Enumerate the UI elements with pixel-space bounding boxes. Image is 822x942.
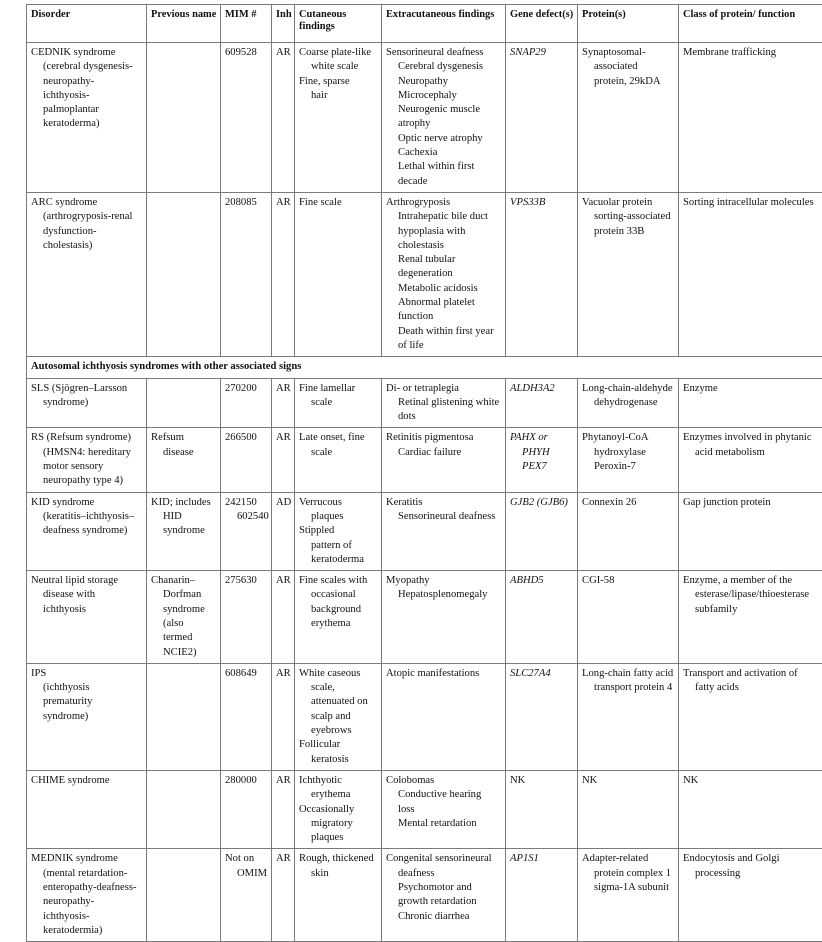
cutaneous-cell (295, 492, 382, 570)
extracutaneous-cell (382, 192, 506, 356)
extracutaneous-line: Microcephaly (386, 89, 502, 103)
disorder-line: ichthyosis- (31, 89, 143, 103)
previous-name-cell (147, 43, 221, 193)
gene-line: VPS33B (510, 196, 574, 210)
table-row (27, 663, 822, 770)
cutaneous-line: Follicular (299, 738, 378, 752)
disorder-line: keratoderma) (31, 117, 143, 131)
mim-cell (221, 663, 272, 770)
cutaneous-cell (295, 770, 382, 848)
previous-name-cell (147, 770, 221, 848)
extracutaneous-line: Cachexia (386, 146, 502, 160)
class-line: Sorting intracellular molecules (683, 196, 819, 210)
mim-line: 275630 (225, 574, 268, 588)
inheritance-cell (272, 192, 295, 356)
header-protein: Protein(s) (578, 5, 679, 43)
disorder-line: (arthrogryposis-renal (31, 210, 143, 224)
cutaneous-line: scalp and (299, 710, 378, 724)
section-heading-row (27, 357, 822, 378)
extracutaneous-line: Renal tubular (386, 253, 502, 267)
extracutaneous-line: loss (386, 803, 502, 817)
previous-name-cell (147, 571, 221, 664)
protein-line: sigma-1A subunit (582, 881, 675, 895)
cutaneous-line: plaques (299, 831, 378, 845)
class-cell (679, 663, 822, 770)
protein-line: associated (582, 60, 675, 74)
cutaneous-line: white scale (299, 60, 378, 74)
table-row (27, 43, 822, 193)
previous-name-cell (147, 192, 221, 356)
previous-name-cell (147, 378, 221, 428)
extracutaneous-line: Retinal glistening white (386, 396, 502, 410)
class-line: acid metabolism (683, 446, 819, 460)
disorder-line: keratodermia) (31, 924, 143, 938)
previous-name-line: Chanarin– (151, 574, 217, 588)
table-row (27, 192, 822, 356)
protein-cell (578, 770, 679, 848)
mim-line: OMIM (225, 867, 268, 881)
protein-cell (578, 378, 679, 428)
class-line: Membrane trafficking (683, 46, 819, 60)
extracutaneous-line: cholestasis (386, 239, 502, 253)
class-cell (679, 770, 822, 848)
gene-cell (506, 663, 578, 770)
cutaneous-line: Occasionally (299, 803, 378, 817)
previous-name-line: termed (151, 631, 217, 645)
gene-cell (506, 428, 578, 492)
header-gene: Gene defect(s) (506, 5, 578, 43)
extracutaneous-line: of life (386, 339, 502, 353)
table-body-top (27, 43, 822, 357)
gene-cell (506, 770, 578, 848)
extracutaneous-line: Cardiac failure (386, 446, 502, 460)
previous-name-line: NCIE2) (151, 646, 217, 660)
header-previous-name: Previous name (147, 5, 221, 43)
inheritance-line: AR (276, 382, 291, 396)
gene-line: ALDH3A2 (510, 382, 574, 396)
previous-name-cell (147, 849, 221, 942)
inheritance-cell (272, 378, 295, 428)
inheritance-cell (272, 428, 295, 492)
cutaneous-line: White caseous (299, 667, 378, 681)
extracutaneous-line: deafness (386, 867, 502, 881)
cutaneous-line: scale (299, 446, 378, 460)
protein-line: Adapter-related (582, 852, 675, 866)
inheritance-line: AR (276, 774, 291, 788)
disorder-line: neuropathy type 4) (31, 474, 143, 488)
extracutaneous-line: Di- or tetraplegia (386, 382, 502, 396)
previous-name-line: Dorfman (151, 588, 217, 602)
extracutaneous-cell (382, 849, 506, 942)
previous-name-cell (147, 492, 221, 570)
previous-name-line: Refsum (151, 431, 217, 445)
protein-line: protein complex 1 (582, 867, 675, 881)
ichthyosis-syndromes-table (26, 4, 822, 942)
class-line: NK (683, 774, 819, 788)
mim-cell (221, 192, 272, 356)
disorder-line: CHIME syndrome (31, 774, 143, 788)
gene-cell (506, 849, 578, 942)
disorder-cell (27, 428, 147, 492)
cutaneous-line: skin (299, 867, 378, 881)
cutaneous-line: erythema (299, 617, 378, 631)
class-cell (679, 492, 822, 570)
cutaneous-line: scale, (299, 681, 378, 695)
gene-line: PAHX or (510, 431, 574, 445)
gene-cell (506, 492, 578, 570)
extracutaneous-line: atrophy (386, 117, 502, 131)
disorder-cell (27, 43, 147, 193)
inheritance-line: AR (276, 667, 291, 681)
inheritance-line: AR (276, 852, 291, 866)
protein-line: protein, 29kDA (582, 75, 675, 89)
cutaneous-cell (295, 663, 382, 770)
cutaneous-line: Stippled (299, 524, 378, 538)
mim-line: 280000 (225, 774, 268, 788)
disorder-line: ichthyosis (31, 603, 143, 617)
cutaneous-cell (295, 571, 382, 664)
protein-line: Phytanoyl-CoA (582, 431, 675, 445)
class-cell (679, 378, 822, 428)
cutaneous-line: attenuated on (299, 695, 378, 709)
class-cell (679, 571, 822, 664)
class-cell (679, 43, 822, 193)
cutaneous-line: keratoderma (299, 553, 378, 567)
class-line: Transport and activation of (683, 667, 819, 681)
extracutaneous-cell (382, 428, 506, 492)
protein-line: Synaptosomal- (582, 46, 675, 60)
cutaneous-line: Fine scales with (299, 574, 378, 588)
disorder-line: Neutral lipid storage (31, 574, 143, 588)
extracutaneous-line: function (386, 310, 502, 324)
disorder-line: cholestasis) (31, 239, 143, 253)
extracutaneous-line: dots (386, 410, 502, 424)
mim-cell (221, 43, 272, 193)
disorder-cell (27, 663, 147, 770)
cutaneous-cell (295, 192, 382, 356)
cutaneous-cell (295, 428, 382, 492)
class-line: Endocytosis and Golgi (683, 852, 819, 866)
cutaneous-line: occasional (299, 588, 378, 602)
class-line: Enzymes involved in phytanic (683, 431, 819, 445)
class-line: Enzyme, a member of the (683, 574, 819, 588)
disorder-line: RS (Refsum syndrome) (31, 431, 143, 445)
mim-cell (221, 492, 272, 570)
cutaneous-line: background (299, 603, 378, 617)
disorder-line: (keratitis–ichthyosis– (31, 510, 143, 524)
protein-line: sorting-associated (582, 210, 675, 224)
inheritance-cell (272, 770, 295, 848)
gene-line: GJB2 (GJB6) (510, 496, 574, 510)
class-cell (679, 849, 822, 942)
previous-name-line: syndrome (151, 603, 217, 617)
disorder-line: (ichthyosis (31, 681, 143, 695)
disorder-line: dysfunction- (31, 225, 143, 239)
cutaneous-line: Fine scale (299, 196, 378, 210)
header-inheritance: Inh (272, 5, 295, 43)
table-row (27, 571, 822, 664)
gene-line: PHYH (510, 446, 574, 460)
gene-cell (506, 43, 578, 193)
extracutaneous-line: Lethal within first (386, 160, 502, 174)
cutaneous-line: erythema (299, 788, 378, 802)
extracutaneous-line: Intrahepatic bile duct (386, 210, 502, 224)
inheritance-cell (272, 571, 295, 664)
gene-line: SLC27A4 (510, 667, 574, 681)
inheritance-line: AR (276, 574, 291, 588)
gene-line: NK (510, 774, 574, 788)
disorder-line: ARC syndrome (31, 196, 143, 210)
cutaneous-cell (295, 849, 382, 942)
protein-line: Vacuolar protein (582, 196, 675, 210)
disorder-line: ichthyosis- (31, 910, 143, 924)
disorder-line: syndrome) (31, 396, 143, 410)
extracutaneous-line: Hepatosplenomegaly (386, 588, 502, 602)
protein-line: NK (582, 774, 675, 788)
protein-line: hydroxylase (582, 446, 675, 460)
cutaneous-line: Verrucous (299, 496, 378, 510)
disorder-line: neuropathy- (31, 895, 143, 909)
disorder-cell (27, 770, 147, 848)
extracutaneous-line: Death within first year (386, 325, 502, 339)
ichthyosis-syndromes-table-container (26, 4, 822, 942)
protein-line: protein 33B (582, 225, 675, 239)
section-heading-body (27, 357, 822, 378)
cutaneous-line: Fine lamellar (299, 382, 378, 396)
header-row (27, 5, 822, 43)
extracutaneous-line: Cerebral dysgenesis (386, 60, 502, 74)
previous-name-line: (also (151, 617, 217, 631)
table-row (27, 428, 822, 492)
section-heading: Autosomal ichthyosis syndromes with other associated signs (27, 357, 822, 378)
extracutaneous-line: Sensorineural deafness (386, 510, 502, 524)
cutaneous-line: hair (299, 89, 378, 103)
extracutaneous-line: degeneration (386, 267, 502, 281)
cutaneous-line: Coarse plate-like (299, 46, 378, 60)
previous-name-line: HID (151, 510, 217, 524)
protein-cell (578, 43, 679, 193)
class-line: Gap junction protein (683, 496, 819, 510)
class-line: processing (683, 867, 819, 881)
mim-cell (221, 428, 272, 492)
gene-line: PEX7 (510, 460, 574, 474)
disorder-line: motor sensory (31, 460, 143, 474)
table-row (27, 378, 822, 428)
protein-cell (578, 663, 679, 770)
cutaneous-cell (295, 43, 382, 193)
mim-line: 242150 (225, 496, 268, 510)
extracutaneous-line: Retinitis pigmentosa (386, 431, 502, 445)
mim-line: 608649 (225, 667, 268, 681)
cutaneous-line: scale (299, 396, 378, 410)
mim-line: 609528 (225, 46, 268, 60)
inheritance-cell (272, 663, 295, 770)
cutaneous-line: migratory (299, 817, 378, 831)
class-cell (679, 428, 822, 492)
disorder-cell (27, 378, 147, 428)
extracutaneous-line: Mental retardation (386, 817, 502, 831)
extracutaneous-line: Neuropathy (386, 75, 502, 89)
extracutaneous-line: Neurogenic muscle (386, 103, 502, 117)
extracutaneous-line: Sensorineural deafness (386, 46, 502, 60)
disorder-line: CEDNIK syndrome (31, 46, 143, 60)
disorder-line: SLS (Sjögren–Larsson (31, 382, 143, 396)
disorder-line: (HMSN4: hereditary (31, 446, 143, 460)
extracutaneous-line: Atopic manifestations (386, 667, 502, 681)
previous-name-cell (147, 428, 221, 492)
header-mim: MIM # (221, 5, 272, 43)
extracutaneous-line: growth retardation (386, 895, 502, 909)
extracutaneous-line: Metabolic acidosis (386, 282, 502, 296)
cutaneous-cell (295, 378, 382, 428)
mim-cell (221, 770, 272, 848)
disorder-line: (mental retardation- (31, 867, 143, 881)
extracutaneous-line: decade (386, 175, 502, 189)
mim-line: 208085 (225, 196, 268, 210)
header-extracutaneous: Extracutaneous findings (382, 5, 506, 43)
disorder-line: disease with (31, 588, 143, 602)
cutaneous-line: pattern of (299, 539, 378, 553)
protein-cell (578, 492, 679, 570)
class-line: subfamily (683, 603, 819, 617)
disorder-line: KID syndrome (31, 496, 143, 510)
table-row (27, 770, 822, 848)
extracutaneous-line: hypoplasia with (386, 225, 502, 239)
extracutaneous-cell (382, 492, 506, 570)
disorder-line: prematurity (31, 695, 143, 709)
extracutaneous-line: Congenital sensorineural (386, 852, 502, 866)
disorder-line: MEDNIK syndrome (31, 852, 143, 866)
mim-cell (221, 571, 272, 664)
previous-name-line: syndrome (151, 524, 217, 538)
extracutaneous-line: Keratitis (386, 496, 502, 510)
cutaneous-line: Fine, sparse (299, 75, 378, 89)
disorder-cell (27, 492, 147, 570)
previous-name-cell (147, 663, 221, 770)
table-row (27, 492, 822, 570)
mim-line: 266500 (225, 431, 268, 445)
header-class: Class of protein/ function (679, 5, 822, 43)
mim-cell (221, 849, 272, 942)
protein-line: Long-chain fatty acid (582, 667, 675, 681)
disorder-line: deafness syndrome) (31, 524, 143, 538)
disorder-line: IPS (31, 667, 143, 681)
extracutaneous-cell (382, 663, 506, 770)
protein-line: transport protein 4 (582, 681, 675, 695)
extracutaneous-line: Colobomas (386, 774, 502, 788)
extracutaneous-line: Conductive hearing (386, 788, 502, 802)
disorder-line: palmoplantar (31, 103, 143, 117)
mim-line: 270200 (225, 382, 268, 396)
header-disorder: Disorder (27, 5, 147, 43)
cutaneous-line: Late onset, fine (299, 431, 378, 445)
disorder-cell (27, 192, 147, 356)
cutaneous-line: Rough, thickened (299, 852, 378, 866)
previous-name-line: disease (151, 446, 217, 460)
cutaneous-line: eyebrows (299, 724, 378, 738)
gene-line: AP1S1 (510, 852, 574, 866)
extracutaneous-cell (382, 43, 506, 193)
inheritance-cell (272, 492, 295, 570)
protein-cell (578, 428, 679, 492)
inheritance-line: AR (276, 196, 291, 210)
disorder-cell (27, 849, 147, 942)
inheritance-cell (272, 43, 295, 193)
protein-line: dehydrogenase (582, 396, 675, 410)
disorder-line: neuropathy- (31, 75, 143, 89)
table-body-bottom (27, 378, 822, 942)
gene-cell (506, 378, 578, 428)
protein-line: CGI-58 (582, 574, 675, 588)
extracutaneous-cell (382, 770, 506, 848)
extracutaneous-line: Myopathy (386, 574, 502, 588)
mim-line: 602540 (225, 510, 268, 524)
previous-name-line: KID; includes (151, 496, 217, 510)
disorder-line: syndrome) (31, 710, 143, 724)
gene-line: SNAP29 (510, 46, 574, 60)
protein-cell (578, 571, 679, 664)
disorder-line: enteropathy-deafness- (31, 881, 143, 895)
extracutaneous-line: Chronic diarrhea (386, 910, 502, 924)
cutaneous-line: plaques (299, 510, 378, 524)
class-line: esterase/lipase/thioesterase (683, 588, 819, 602)
extracutaneous-cell (382, 378, 506, 428)
protein-line: Long-chain-aldehyde (582, 382, 675, 396)
mim-line: Not on (225, 852, 268, 866)
gene-cell (506, 571, 578, 664)
mim-cell (221, 378, 272, 428)
inheritance-line: AR (276, 46, 291, 60)
extracutaneous-cell (382, 571, 506, 664)
inheritance-cell (272, 849, 295, 942)
protein-line: Connexin 26 (582, 496, 675, 510)
table-row (27, 849, 822, 942)
protein-cell (578, 849, 679, 942)
extracutaneous-line: Arthrogryposis (386, 196, 502, 210)
cutaneous-line: keratosis (299, 753, 378, 767)
class-line: fatty acids (683, 681, 819, 695)
extracutaneous-line: Optic nerve atrophy (386, 132, 502, 146)
extracutaneous-line: Psychomotor and (386, 881, 502, 895)
extracutaneous-line: Abnormal platelet (386, 296, 502, 310)
inheritance-line: AD (276, 496, 291, 510)
disorder-line: (cerebral dysgenesis- (31, 60, 143, 74)
cutaneous-line: Ichthyotic (299, 774, 378, 788)
disorder-cell (27, 571, 147, 664)
header-cutaneous: Cutaneous findings (295, 5, 382, 43)
gene-cell (506, 192, 578, 356)
gene-line: ABHD5 (510, 574, 574, 588)
inheritance-line: AR (276, 431, 291, 445)
protein-cell (578, 192, 679, 356)
class-cell (679, 192, 822, 356)
class-line: Enzyme (683, 382, 819, 396)
protein-line: Peroxin-7 (582, 460, 675, 474)
